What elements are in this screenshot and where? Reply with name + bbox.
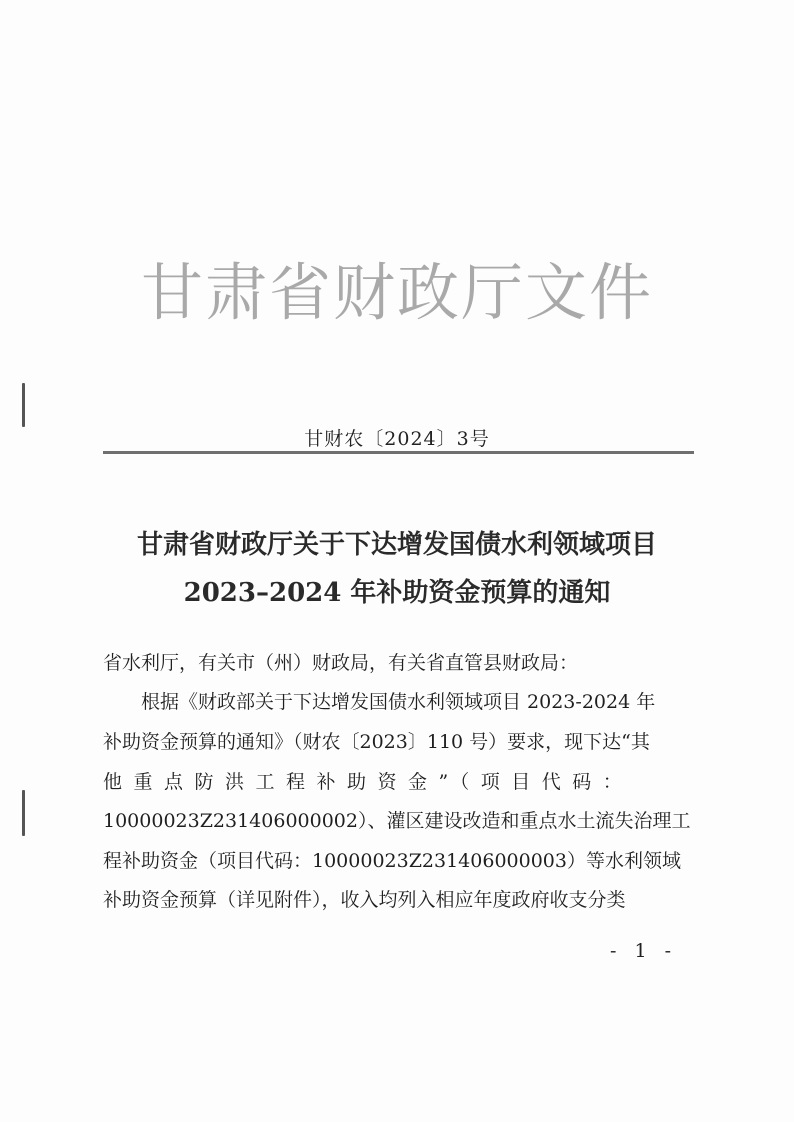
binding-mark-upper — [22, 383, 25, 427]
document-number: 甘财农〔2024〕3号 — [304, 428, 490, 450]
notice-title-line-2: 2023–2024 年补助资金预算的通知 — [183, 578, 611, 608]
notice-title-line-1: 甘肃省财政厅关于下达增发国债水利领域项目 — [136, 530, 657, 560]
issuer-header: 甘肃省财政厅文件 — [140, 256, 653, 329]
body-line-5: 程补助资金（项目代码：10000023Z231406000003）等水利领域 — [103, 850, 681, 872]
body-line-3: 他重点防洪工程补助资金”（项目代码： — [103, 771, 634, 793]
body-line-1: 根据《财政部关于下达增发国债水利领域项目 2023-2024 年 — [141, 691, 656, 713]
body-line-2: 补助资金预算的通知》（财农〔2023〕110 号）要求，现下达“其 — [103, 731, 650, 753]
addressee-line: 省水利厅，有关市（州）财政局，有关省直管县财政局： — [103, 652, 579, 674]
binding-mark-lower — [22, 790, 25, 836]
header-divider — [103, 451, 694, 454]
body-line-4: 10000023Z231406000002）、灌区建设改造和重点水土流失治理工 — [103, 810, 691, 832]
page-number: - 1 - — [610, 940, 678, 962]
body-line-6: 补助资金预算（详见附件），收入均列入相应年度政府收支分类 — [103, 889, 626, 911]
